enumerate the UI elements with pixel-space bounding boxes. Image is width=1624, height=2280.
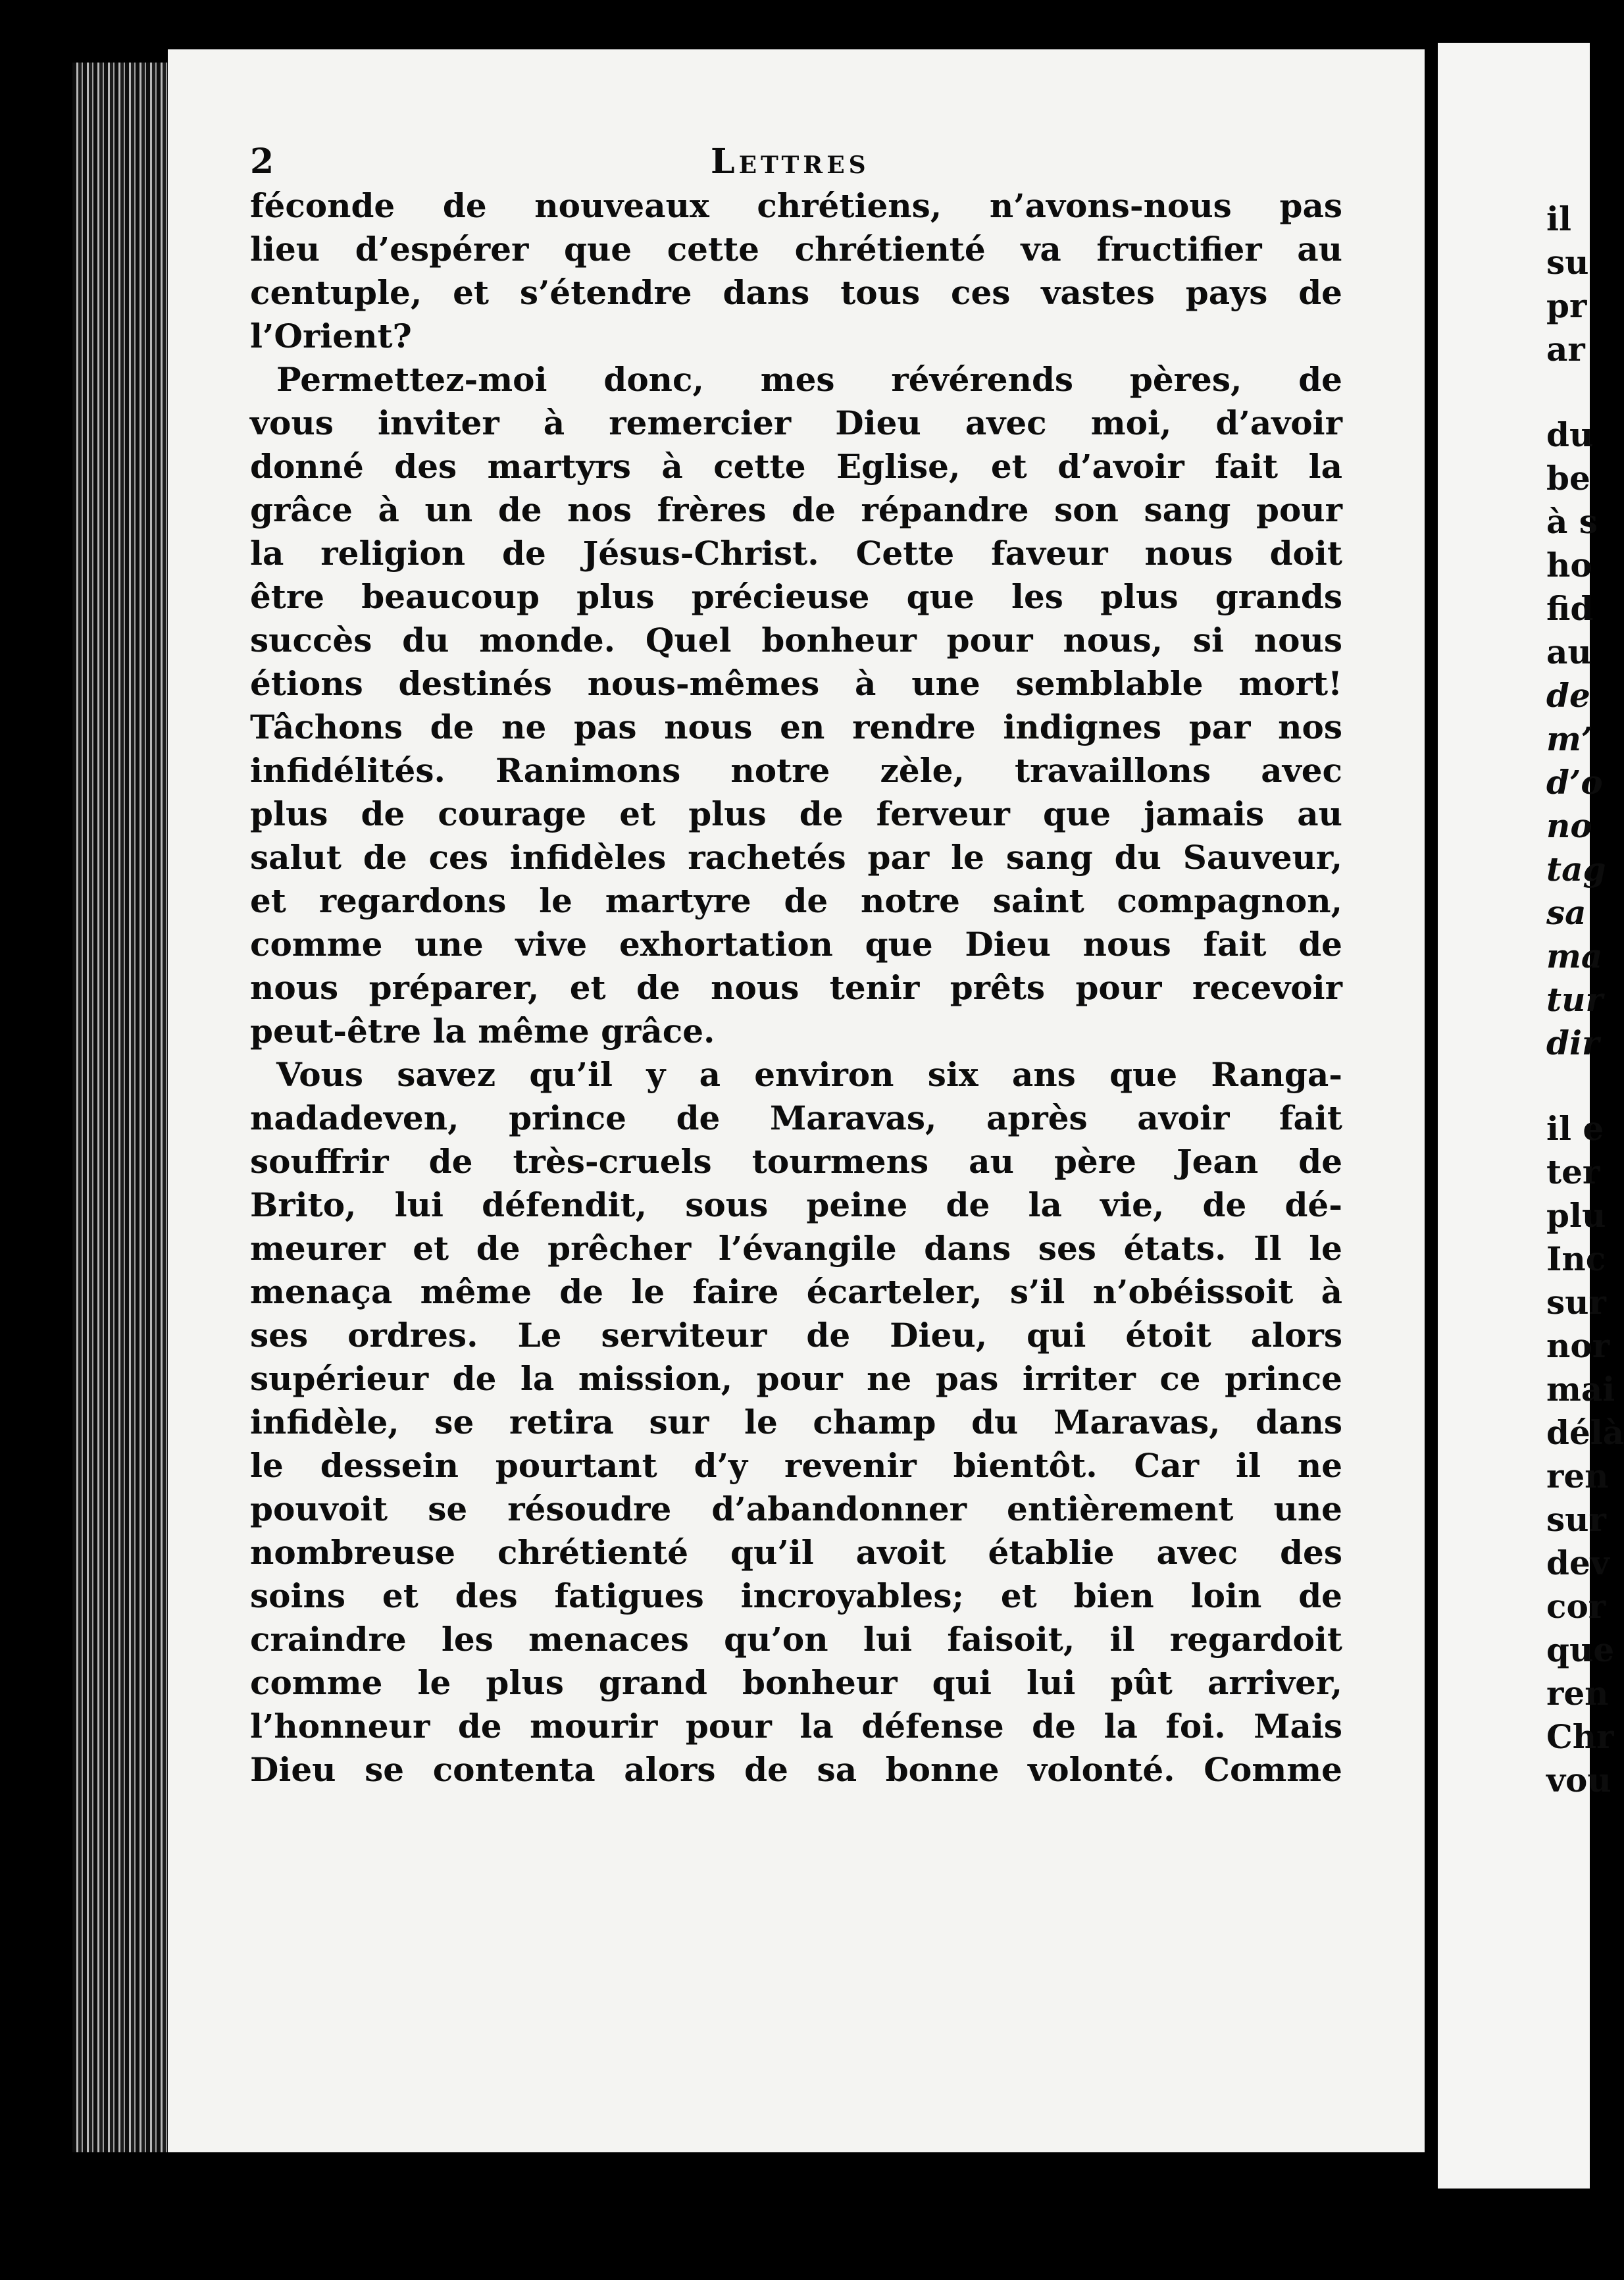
fragment: ren bbox=[1546, 1457, 1609, 1495]
text-line: nombreuse chrétienté qu’il avoit établie avec des bbox=[250, 1533, 1342, 1572]
book-spine-edge bbox=[72, 63, 171, 2152]
fragment: tag bbox=[1546, 850, 1606, 889]
fragment: ar bbox=[1546, 330, 1585, 369]
text-line: Brito, lui défendit, sous peine de la vie, de dé- bbox=[250, 1185, 1342, 1224]
text-line: comme une vive exhortation que Dieu nous fait de bbox=[250, 925, 1342, 964]
text-line: le dessein pourtant d’y revenir bientôt. Car il ne bbox=[250, 1446, 1342, 1485]
text-line: Tâchons de ne pas nous en rendre indignes par nos bbox=[250, 708, 1342, 746]
text-line: comme le plus grand bonheur qui lui pût arriver, bbox=[250, 1663, 1342, 1702]
text-line: l’honneur de mourir pour la défense de la foi. Mais bbox=[250, 1707, 1342, 1746]
text-line: meurer et de prêcher l’évangile dans ses états. Il le bbox=[250, 1229, 1342, 1268]
text-line: l’Orient? bbox=[250, 317, 412, 355]
text-line: infidèle, se retira sur le champ du Maravas, dans bbox=[250, 1403, 1342, 1441]
page-number: 2 bbox=[250, 142, 274, 182]
text-line: Dieu se contenta alors de sa bonne volonté. Comme bbox=[250, 1750, 1342, 1789]
fragment: vou bbox=[1546, 1761, 1611, 1800]
running-title: Lettres bbox=[711, 142, 870, 182]
fragment: ter bbox=[1546, 1153, 1600, 1191]
fragment: plu bbox=[1546, 1196, 1606, 1235]
text-line: salut de ces infidèles rachetés par le sang du Sauveur, bbox=[250, 838, 1342, 877]
text-line: Permettez-moi donc, mes révérends pères, de bbox=[276, 360, 1342, 399]
fragment: su bbox=[1546, 243, 1589, 282]
fragment: ren bbox=[1546, 1674, 1609, 1713]
fragment: mai bbox=[1546, 1370, 1615, 1409]
fragment: il bbox=[1546, 199, 1571, 238]
body-text bbox=[250, 184, 1342, 1792]
fragment: délà bbox=[1546, 1413, 1624, 1452]
text-line: lieu d’espérer que cette chrétienté va fructifier au bbox=[250, 230, 1342, 269]
text-line: succès du monde. Quel bonheur pour nous, si nous bbox=[250, 621, 1342, 660]
text-line: menaça même de le faire écarteler, s’il n’obéissoit à bbox=[250, 1272, 1342, 1311]
fragment: cor bbox=[1546, 1587, 1606, 1626]
text-line: centuple, et s’étendre dans tous ces vastes pays de bbox=[250, 273, 1342, 312]
text-line: étions destinés nous-mêmes à une semblable mort! bbox=[250, 664, 1342, 703]
fragment: fid bbox=[1546, 589, 1594, 628]
fragment: Chr bbox=[1546, 1717, 1614, 1756]
fragment: ma bbox=[1546, 937, 1603, 975]
fragment: sur bbox=[1546, 1283, 1606, 1322]
text-line: grâce à un de nos frères de répandre son sang pour bbox=[250, 490, 1342, 529]
fragment: no bbox=[1546, 806, 1592, 845]
fragment: dev bbox=[1546, 1543, 1610, 1582]
fragment: Inc bbox=[1546, 1239, 1606, 1278]
text-line: et regardons le martyre de notre saint compagnon, bbox=[250, 881, 1342, 920]
text-line: soins et des fatigues incroyables; et bien loin de bbox=[250, 1576, 1342, 1615]
text-line: être beaucoup plus précieuse que les plus grands bbox=[250, 577, 1342, 616]
fragment: il e bbox=[1546, 1109, 1604, 1148]
fragment: be bbox=[1546, 459, 1590, 498]
text-line: donné des martyrs à cette Eglise, et d’avoir fait la bbox=[250, 447, 1342, 486]
text-line: supérieur de la mission, pour ne pas irriter ce prince bbox=[250, 1359, 1342, 1398]
fragment: ho bbox=[1546, 546, 1592, 584]
text-line: nadadeven, prince de Maravas, après avoir fait bbox=[250, 1099, 1342, 1137]
text-line: ses ordres. Le serviteur de Dieu, qui étoit alors bbox=[250, 1316, 1342, 1355]
text-line: peut-être la même grâce. bbox=[250, 1012, 715, 1050]
fragment: m’ bbox=[1546, 719, 1593, 758]
text-line: plus de courage et plus de ferveur que jamais au bbox=[250, 794, 1342, 833]
facing-page-fragments bbox=[1546, 197, 1624, 1802]
fragment: d’o bbox=[1546, 763, 1603, 802]
fragment: sur bbox=[1546, 1500, 1606, 1539]
fragment: que bbox=[1546, 1630, 1615, 1669]
fragment: pr bbox=[1546, 286, 1587, 325]
text-line: infidélités. Ranimons notre zèle, travaillons avec bbox=[250, 751, 1342, 790]
fragment: de bbox=[1546, 676, 1590, 715]
fragment: tur bbox=[1546, 980, 1603, 1019]
text-line: pouvoit se résoudre d’abandonner entièrement une bbox=[250, 1490, 1342, 1528]
text-line: vous inviter à remercier Dieu avec moi, d’avoir bbox=[250, 403, 1342, 442]
text-line: Vous savez qu’il y a environ six ans que Ranga- bbox=[276, 1055, 1342, 1094]
text-line: féconde de nouveaux chrétiens, n’avons-nous pas bbox=[250, 186, 1342, 225]
fragment: nor bbox=[1546, 1326, 1610, 1365]
text-line: la religion de Jésus-Christ. Cette faveur nous doit bbox=[250, 534, 1342, 573]
text-line: craindre les menaces qu’on lui faisoit, il regardoit bbox=[250, 1620, 1342, 1659]
fragment: dir bbox=[1546, 1023, 1600, 1062]
fragment: du bbox=[1546, 415, 1594, 454]
text-line: souffrir de très-cruels tourmens au père Jean de bbox=[250, 1142, 1342, 1181]
fragment: à s bbox=[1546, 502, 1598, 541]
page-header bbox=[250, 142, 1369, 181]
fragment: sa bbox=[1546, 893, 1586, 932]
fragment: au bbox=[1546, 633, 1592, 671]
text-line: nous préparer, et de nous tenir prêts pour recevoir bbox=[250, 968, 1342, 1007]
